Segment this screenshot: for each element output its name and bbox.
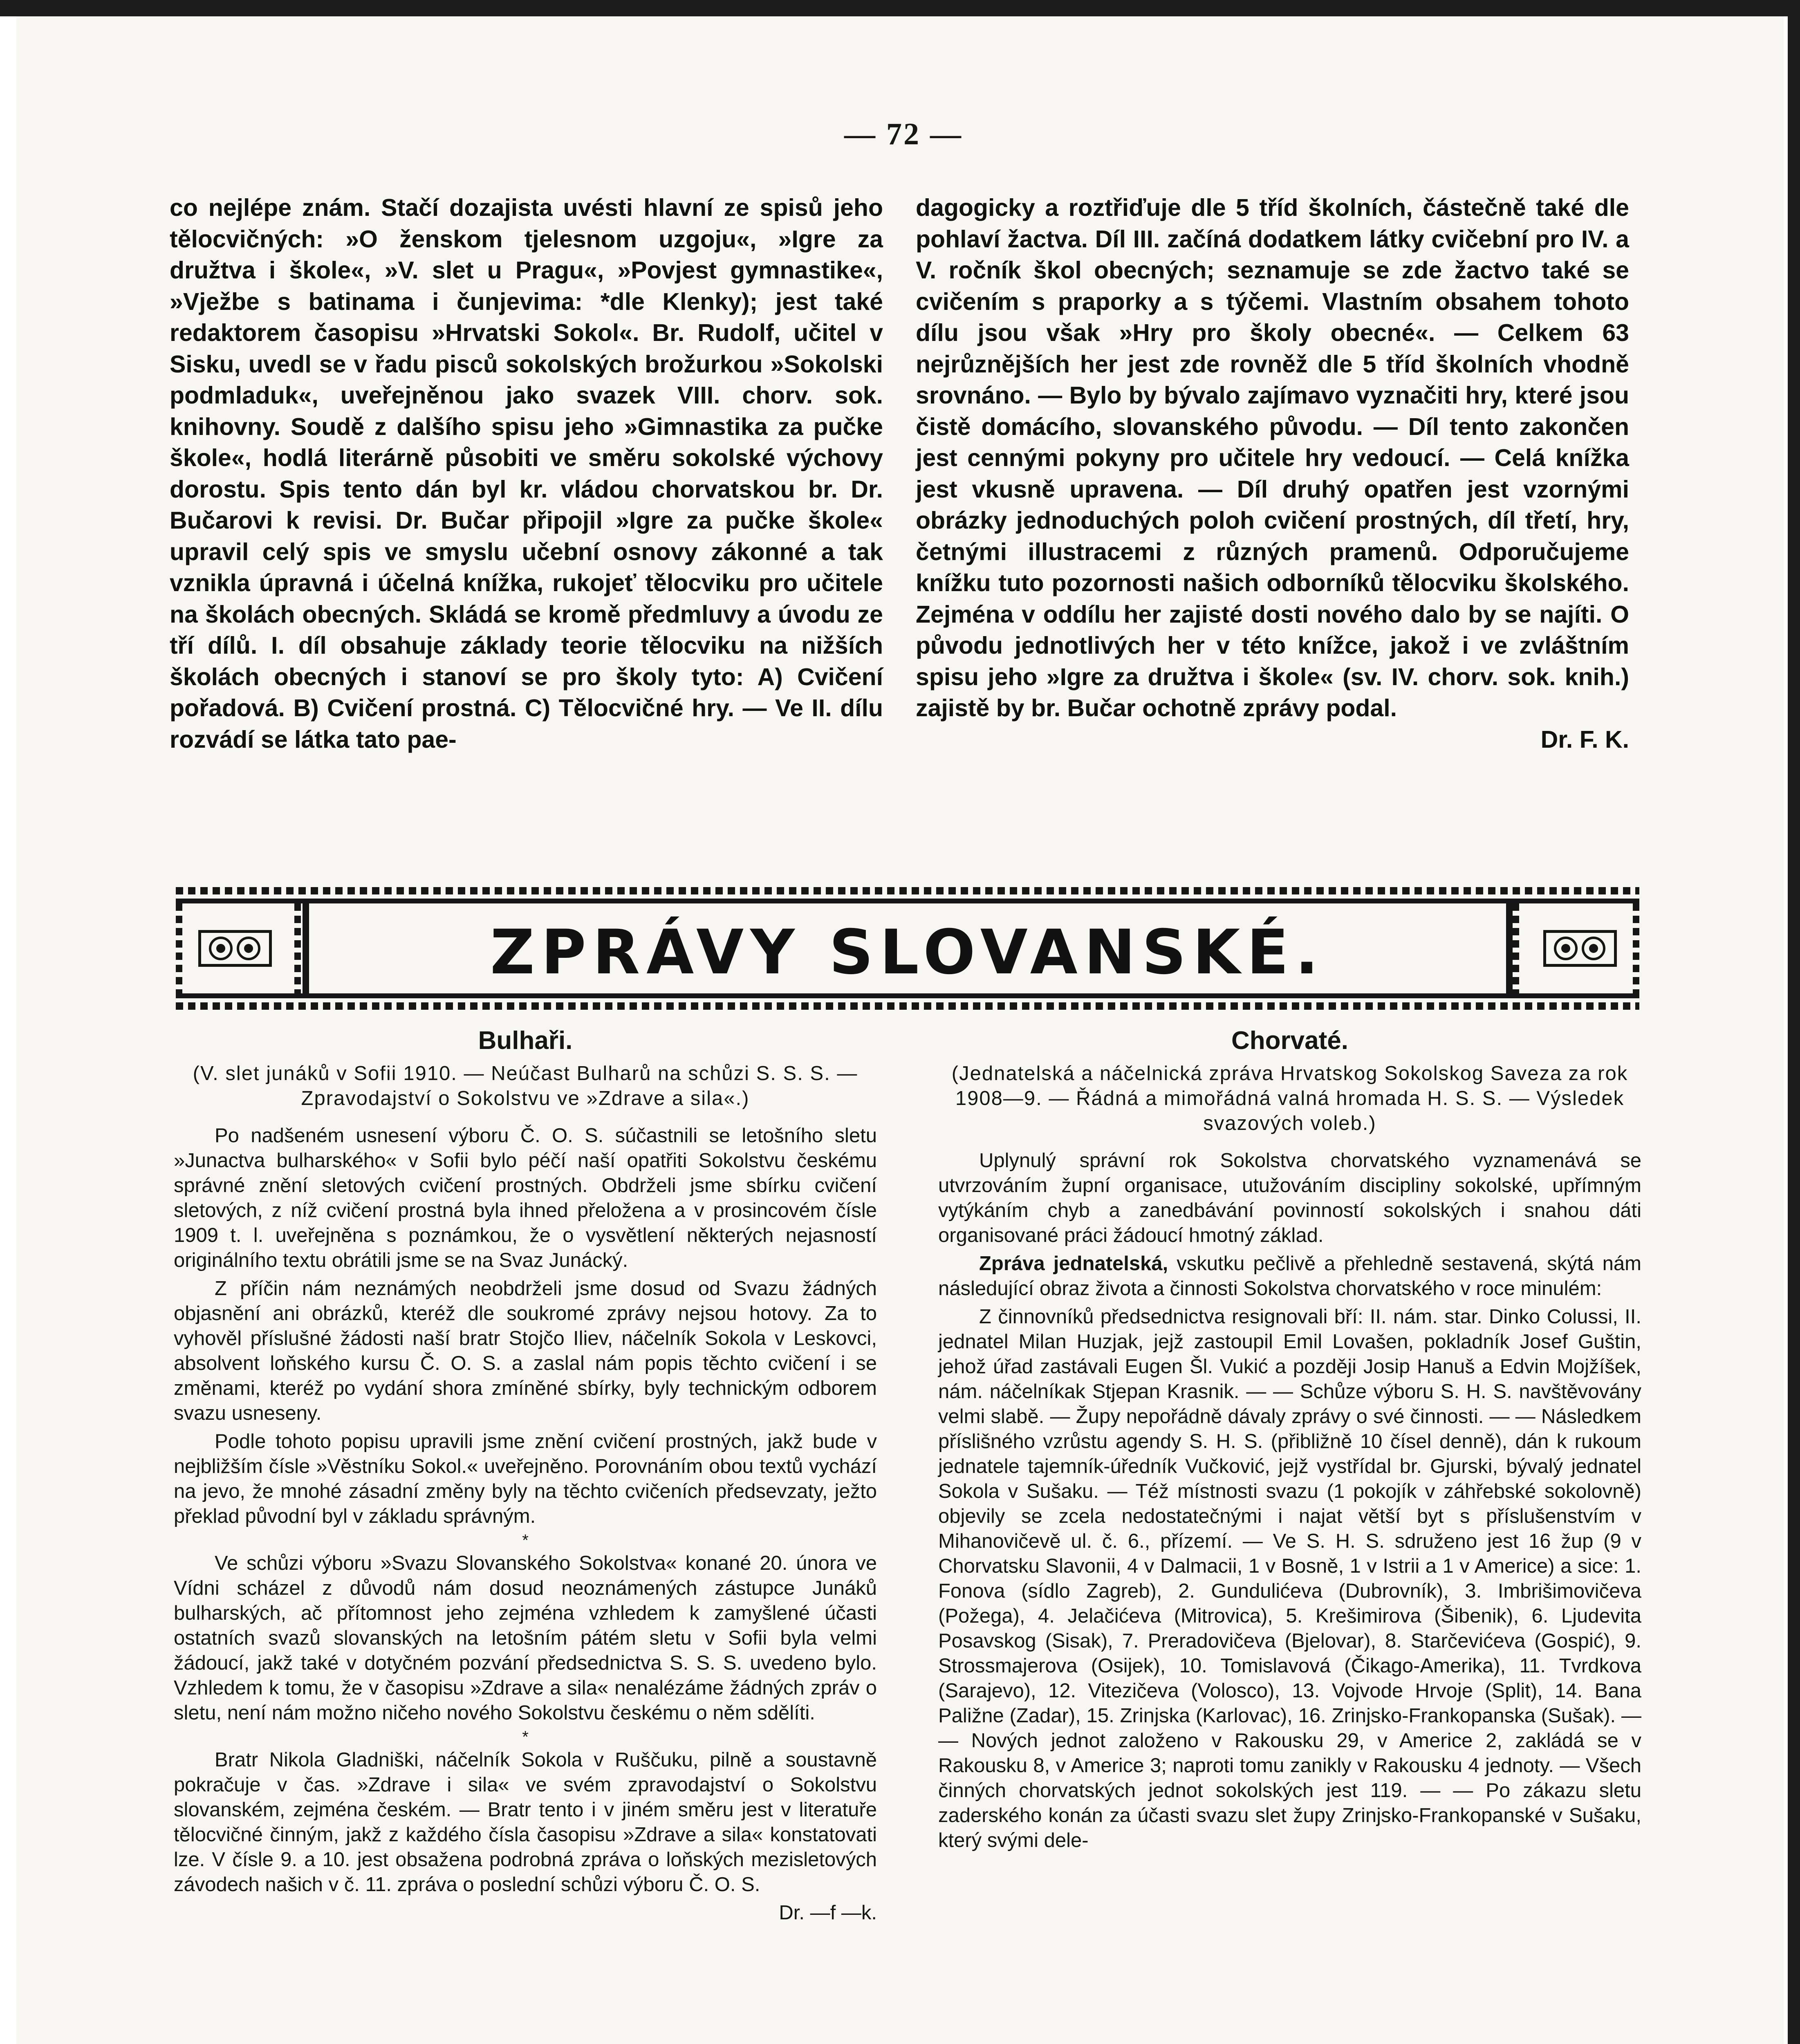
chorvate-paragraph-text: vskutku pečlivě a přehledně sestavená, skýtá nám následující obraz života a činnosti Sokolstva chorvatského v roce minulém: [938,1253,1641,1300]
banner-rule-top [176,899,1639,903]
banner-dotted-border-top [176,887,1639,894]
chorvate-paragraph [938,1251,1641,1301]
bulhari-paragraph: Po nadšeném usnesení výboru Č. O. S. súčastnili se letošního sletu »Junactva bulharského« v Sofii bylo péčí naší opatřiti Sokolstvu českému správné znění sletových cvičení prostných. Obdrželi jsme sbírku cvičení sletových, z níž cvičení prostná byla ihned přeložena a v prosincovém čísle 1909 t. l. uveřejněna s poznámkou, že o vysvětlení některých nejasností originálního textu obrátili jsme se na Svaz Junácký. [174,1125,877,1271]
chorvate-column [938,1028,1641,1856]
banner-dotted-right-inner [1513,903,1519,993]
top-right-text: dagogicky a roztřiďuje dle 5 tříd školních, částečně také dle pohlaví žactva. Díl III. začíná dodatkem látky cvičební pro IV. a V. ročník škol obecných; seznamuje se zde žactvo také se cvičením s praporky a s týčemi. Vlastním obsahem tohoto dílu jsou však »Hry pro školy obecné«. — Celkem 63 nejrůznějších her jest zde rovněž dle 5 tříd školních vhodně srovnáno. — Bylo by bývalo zajímavo vyznačiti hry, které jsou čistě domácího, slovanského původu. — Díl tento zakončen jest cennými pokyny pro učitele hry vedoucí. — Celá knížka jest vkusně upravena. — Díl druhý opatřen jest vzornými obrázky jednoduchých poloh cvičení prostných, díl třetí, hry, četnými illustracemi z různých pramenů. Odporučujeme knížku tuto pozornosti našich odborníků tělocviku školského. Zejména v oddílu her zajisté dosti nového dalo by se najíti. O původu jednotlivých her v této knížce, jakož i ve zvláštním spisu jeho »Igre za družtva i škole« (sv. IV. chorv. sok. knih.) zajistě by br. Bučar ochotně zprávy podal. [916,194,1629,722]
top-right-column [916,192,1629,755]
bulhari-paragraph: Podle tohoto popisu upravili jsme znění cvičení prostných, jakž bude v nejbližším čísle »Věstníku Sokol.« uveřejněno. Porovnáním obou textů vychází na jevo, že mnohé zásadní změny byly na těchto cvičeních předsevzaty, ježto překlad původní byl v základu správným. [174,1430,877,1527]
ornament-eyes-icon [1543,930,1617,967]
banner-title-box-left [303,903,309,993]
top-left-column [170,192,883,755]
bulhari-signature: Dr. —f —k. [779,1902,877,1924]
bulhari-paragraph: Z příčin nám neznámých neobdrželi jsme dosud od Svazu žádných objasnění ani obrázků, kteréž dle soukromé zprávy nejsou hotovy. Za to vyhověl příslušné žádosti naší bratr Stojčo Iliev, náčelník Sokola v Leskovci, absolvent loňského kursu Č. O. S. a zaslal nám popis těchto cvičení i se změnami, kteréž po vydání shora zmíněné sbírky, byly technickým odborem svazu usneseny. [174,1278,877,1424]
scan-border-top [0,0,1800,16]
bulhari-subtitle: (V. slet junáků v Sofii 1910. — Neúčast Bulharů na schůzi S. S. S. — Zpravodajství o Sokolstvu ve »Zdrave a sila«.) [193,1062,858,1109]
banner-rule-bottom [176,993,1639,998]
banner-title-box-right [1506,903,1513,993]
page [16,16,1784,2044]
chorvate-lead: Zpráva jednatelská, [979,1253,1168,1275]
chorvate-paragraph: Z činnovníků předsednictva resignovali bří: II. nám. star. Dinko Colussi, II. jednatel Milan Huzjak, jejž zastoupil Emil Lovašen, pokladník Josef Guštin, jehož úřad zastávali Eugen Šl. Vukić a později Josip Hanuš a Edvin Mojžíšek, nám. náčelníkak Stjepan Krasnik. — — Schůze výboru S. H. S. navštěvovány velmi slabě. — Župy nepořádně dávaly zprávy o své činnosti. — — Následkem příslišného vzrůstu agendy S. H. S. (přibližně 10 čísel denně), dán k rukoum jednatele tajemník-úředník Vučković, jejž vystřídal br. Gjurski, bývalý jednatel Sokola v Sušaku. — Též místnosti svazu (1 pokojík v záhřebské sokolovně) objevily se zcela nedostatečnými i najat větší byt s příslušenstvím v Mihanovičevě ul. č. 6., přízemí. — Ve S. H. S. sdruženo jest 16 žup (9 v Chorvatsku Slavonii, 4 v Dalmacii, 1 v Bosně, 1 v Istrii a 1 v Americe) a sice: 1. Fonova (sídlo Zagreb), 2. Gundulićeva (Dubrovník), 3. Imbrišimovičeva (Požega), 4. Jelačićeva (Mitrovica), 5. Krešimirova (Šibenik), 6. Ljudevita Posavskog (Sisak), 7. Preradovičeva (Bjelovar), 8. Starčevićeva (Gospić), 9. Strossmajerova (Osijek), 10. Tomislavová (Čikago-Amerika), 11. Tvrdkova (Sarajevo), 12. Vitezičeva (Volosco), 13. Vojvode Hrvoje (Split), 14. Bana Paližne (Zadar), 15. Zrinjska (Karlovac), 16. Zrinjsko-Frankopanska (Sušak). — — Nových jednot založeno v Rakousku 29, v Americe 2, zakládá se v Rakousku 8, v Americe 3; naproti tomu zanikly v Rakousku 4 jednoty. — Všech činných chorvatských jednot sokolských jest 119. — — Po zákazu sletu zaderského konán za účasti svazu slet župy Zrinjsko-Frankopanské v Sušaku, který svými dele- [938,1306,1641,1851]
bulhari-column [174,1028,877,1925]
section-banner [176,887,1639,1010]
page-number: — 72 — [844,117,963,151]
ornament-eyes-icon [198,930,272,967]
banner-dotted-left-inner [294,903,301,993]
asterisk-divider: * [522,1728,529,1746]
scan-border-right [1788,0,1800,2044]
banner-dotted-right-edge [1633,903,1639,993]
chorvate-paragraph: Uplynulý správní rok Sokolstva chorvatského vyznamenává se utvrzováním župní organisace, utužováním discipliny sokolské, upřímným vytýkáním chyb a zanedbávání povinností sokolských i snahou dáti organisované práci žádoucí hmotný základ. [938,1150,1641,1246]
banner-dotted-left-edge [176,903,182,993]
top-signature: Dr. F. K. [1540,726,1629,753]
section-title: ZPRÁVY SLOVANSKÉ. [490,917,1325,988]
asterisk-divider: * [522,1531,529,1549]
top-left-text: co nejlépe znám. Stačí dozajista uvésti hlavní ze spisů jeho tělocvičných: »O ženskom tjelesnom uzgoju«, »Igre za družtva i škole«, »V. slet u Pragu«, »Povjest gymnastike«, »Vježbe s batinama i čunjevima: *dle Klenky); jest také redaktorem časopisu »Hrvatski Sokol«. Br. Rudolf, učitel v Sisku, uvedl se v řadu pisců sokolských brožurkou »Sokolski podmladuk«, uveřejněnou jako svazek VIII. chorv. sok. knihovny. Soudě z dalšího spisu jeho »Gimnastika za pučke škole«, hodlá literárně působiti ve směru sokolské výchovy dorostu. Spis tento dán byl kr. vládou chorvatskou br. Dr. Bučarovi k revisi. Dr. Bučar připojil »Igre za pučke škole« upravil celý spis ve smyslu učební osnovy zákonné a tak vznikla úpravná i účelná knížka, rukojeť tělocviku pro učitele na školách obecných. Skládá se kromě předmluvy a úvodu ze tří dílů. I. díl obsahuje základy teorie tělocviku na nižších školách obecných i stanoví se pro školy tyto: A) Cvičení pořadová. B) Cvičení prostná. C) Tělocvičné hry. — Ve II. dílu rozvádí se látka tato pae- [170,194,883,753]
bulhari-paragraph: Ve schůzi výboru »Svazu Slovanského Sokolstva« konané 20. února ve Vídni scházel z důvodů nám dosud neoznámených zástupce Junáků bulharských, ač přítomnost jeho zejména vzhledem k zamyšlené účasti ostatních svazů slovanských na letošním pátém sletu v Sofii byla velmi žádoucí, jakž také v dotyčném pozvání předsednictva S. S. S. uvedeno bylo. Vzhledem k tomu, že v časopisu »Zdrave a sila« nenalézáme žádných zpráv o sletu, není nám možno ničeho nového Sokolstvu českému o něm sdělíti. [174,1552,877,1724]
banner-dotted-border-bottom [176,1002,1639,1010]
chorvate-subtitle: (Jednatelská a náčelnická zpráva Hrvatskog Sokolskog Saveza za rok 1908—9. — Řádná a mimořádná valná hromada H. S. S. — Výsledek svazových voleb.) [951,1062,1628,1134]
bulhari-paragraph: Bratr Nikola Gladniški, náčelník Sokola v Ruščuku, pilně a soustavně pokračuje v čas. »Zdrave i sila« ve svém zpravodajství o Sokolstvu slovanském, zejména českém. — Bratr tento i v jiném směru jest v literatuře tělocvičné činným, jakž z každého čísla časopisu »Zdrave a sila« konstatovati lze. V čísle 9. a 10. jest obsažena podrobná zpráva o loňských mezisletových závodech našich v č. 11. zpráva o poslední schůzi výboru Č. O. S. [174,1749,877,1896]
chorvate-heading: Chorvaté. [1231,1026,1348,1055]
bulhari-heading: Bulhaři. [478,1026,573,1055]
